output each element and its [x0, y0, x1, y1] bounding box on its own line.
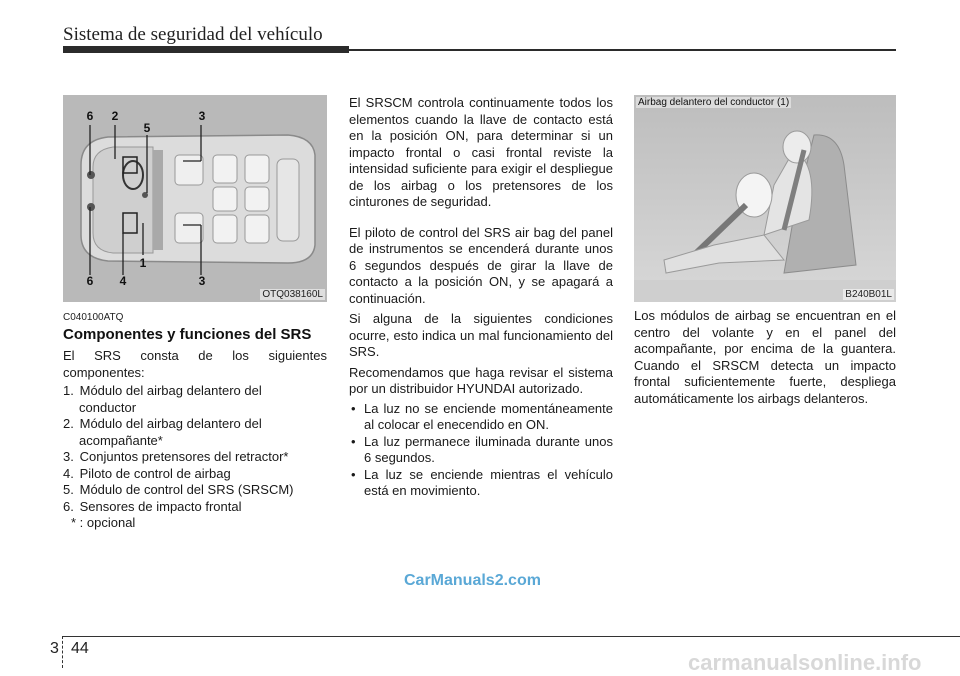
callout-5: 5: [143, 121, 151, 135]
paragraph-warning-light: El piloto de control del SRS air bag del panel de instrumentos se encenderá durante unos 6 segundos después de girar la llave de contacto a la posición ON, y se apagará a continuación.: [349, 224, 613, 306]
list-item: [63, 482, 327, 499]
list-item-text: Sensores de impacto frontal: [79, 498, 242, 514]
list-item-number: 5.: [63, 482, 74, 497]
figure-caption: Airbag delantero del conductor (1): [638, 97, 790, 108]
list-item-number: 3.: [63, 449, 74, 464]
list-item-text: Módulo del airbag delantero del: [79, 416, 262, 431]
section-title: Componentes y funciones del SRS: [63, 326, 312, 343]
callout-3-bottom: 3: [198, 274, 206, 288]
paragraph-srscm: El SRSCM controla continuamente todos los elementos cuando la llave de contacto está en la posición ON, para determinar si un impacto frontal o casi frontal reviste la intensidad suficiente para exigir el despliegue de los airbag o los pretensores de los cinturones de seguridad.: [349, 95, 613, 209]
list-item-text: Módulo del airbag delantero del: [79, 383, 262, 398]
middle-column-text: [349, 95, 613, 500]
callout-6-bottom: 6: [86, 274, 94, 288]
list-item-number: 4.: [63, 465, 74, 481]
callout-6-top: 6: [86, 109, 94, 123]
list-item-number: 2.: [63, 416, 74, 431]
list-item-text: Módulo de control del SRS (SRSCM): [79, 482, 294, 497]
list-item: [63, 383, 327, 416]
list-item: [63, 449, 327, 466]
driver-airbag-figure: [634, 95, 896, 302]
watermark-logo: CarManuals2.com: [404, 572, 541, 589]
list-item: • La luz se enciende mientras el vehículo está en movimiento.: [351, 466, 613, 498]
figure-code: OTQ038160L: [262, 289, 323, 300]
header-rule-thick: [63, 46, 349, 53]
intro-paragraph: El SRS consta de los siguientes componentes:: [63, 348, 327, 380]
list-item: • La luz permanece iluminada durante unos 6 segundos.: [351, 433, 613, 465]
section-code: C040100ATQ: [63, 312, 124, 323]
page-header-title: Sistema de seguridad del vehículo: [63, 24, 323, 45]
list-item-text: Piloto de control de airbag: [79, 465, 231, 481]
figure-code: B240B01L: [845, 289, 892, 300]
paragraph-recommendation: Recomendamos que haga revisar el sistema por un distribuidor HYUNDAI autorizado.: [349, 364, 613, 396]
page-number: 44: [71, 640, 89, 657]
optional-note: * : opcional: [71, 515, 136, 530]
footer-watermark-site: carmanualsonline.info: [688, 650, 922, 675]
conditions-list: [349, 401, 613, 500]
left-column-text: [63, 348, 327, 532]
list-item-text: Conjuntos pretensores del retractor*: [79, 449, 289, 464]
list-item-number: 6.: [63, 498, 74, 514]
callout-3-top: 3: [198, 109, 206, 123]
driver-airbag-illustration: [634, 95, 896, 302]
callout-4: 4: [119, 274, 127, 288]
list-item: [63, 499, 327, 516]
section-number: 3: [50, 640, 59, 657]
callout-1: 1: [139, 256, 147, 270]
header-rule-thin: [349, 49, 896, 51]
callout-2: 2: [111, 109, 119, 123]
paragraph-malfunction: Si alguna de la siguientes condiciones ocurre, esto indica un mal funcionamiento del SRS.: [349, 311, 613, 359]
list-item: [63, 466, 327, 483]
list-item: • La luz no se enciende momentáneamente al colocar el enecendido en ON.: [351, 400, 613, 432]
footer-divider: [62, 636, 63, 668]
list-item: [63, 416, 327, 449]
list-item-continuation: acompañante*: [79, 432, 163, 448]
car-top-view-illustration: [63, 95, 327, 302]
right-column-paragraph: Los módulos de airbag se encuentran en el centro del volante y en el panel del acompañante, por encima de la guantera. Cuando el SRSCM detecta un impacto frontal suficientemente fuerte, despliega automáticamente los airbags delanteros.: [634, 308, 896, 406]
components-list: [63, 383, 327, 515]
list-item-continuation: conductor: [79, 399, 137, 415]
srs-components-figure: [63, 95, 327, 302]
footer-rule: [62, 636, 960, 637]
list-item-number: 1.: [63, 383, 74, 398]
